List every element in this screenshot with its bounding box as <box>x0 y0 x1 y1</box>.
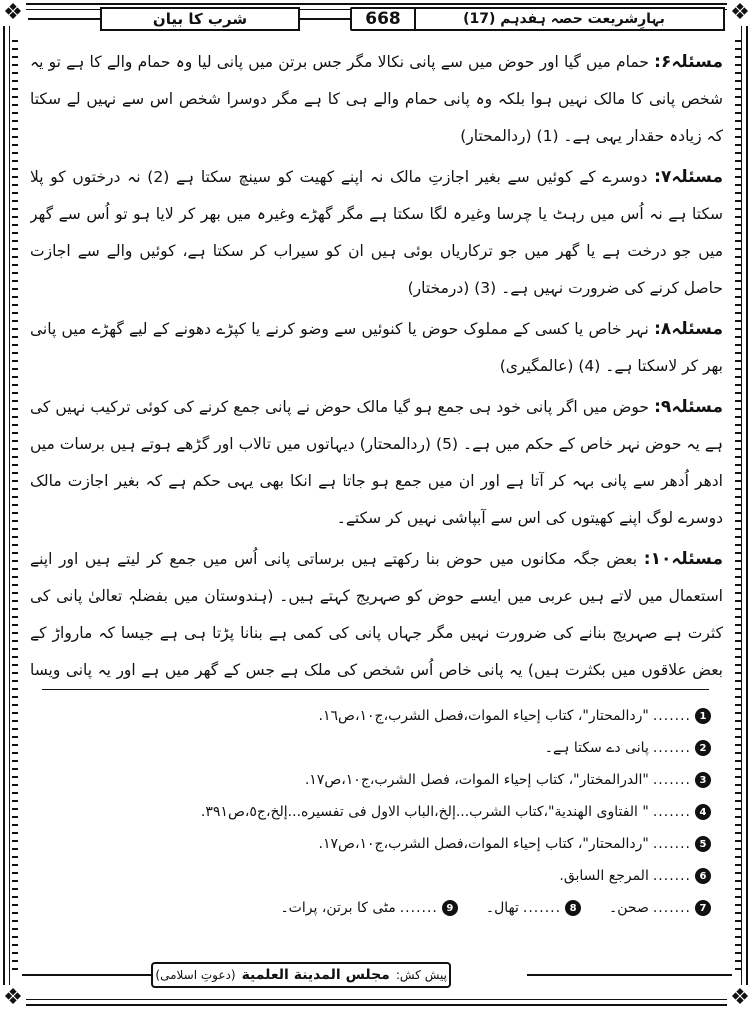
masala-label: مسئلہ۸: <box>654 319 723 339</box>
footnote-leader: ....... <box>522 900 562 916</box>
presenter-label: پیش کش: <box>395 968 447 982</box>
footnote-leader: ....... <box>399 900 438 916</box>
footnote-text: تھال۔ <box>485 900 519 916</box>
footnotes <box>30 700 711 924</box>
footnote-number: 3 <box>695 772 711 788</box>
footnote-number: 2 <box>695 740 711 756</box>
footnote-number: 9 <box>442 900 458 916</box>
footnote-text: "الدرالمختار"، كتاب إحياء الموات، فصل الشرب،ج١٠،ص١٧. <box>304 772 649 788</box>
page-header <box>28 5 725 35</box>
footnote-text: پانی دے سکتا ہے۔ <box>544 740 649 756</box>
masala-text: نہر خاص یا کسی کے مملوک حوض یا کنوئیں سے وضو کرنے یا کپڑے دھونے کے لیے گھڑے میں پانی بھر کر لاسکتا ہے۔ (4) (عالمگیری) <box>30 320 723 375</box>
footnote-row <box>30 892 711 924</box>
footnote-leader: ....... <box>652 804 691 820</box>
masala-label: مسئلہ۹: <box>654 397 723 417</box>
masala-paragraph <box>30 311 723 385</box>
footnote-item <box>486 900 581 916</box>
publisher-note: (دعوتِ اسلامی) <box>155 968 236 982</box>
footnote-item <box>30 796 711 828</box>
masala-text: حوض میں اگر پانی خود ہی جمع ہو گیا مالک حوض نے پانی جمع کرنے کی کوئی ترکیب نہیں کی ہے یہ حوض نہر خاص کے حکم میں ہے۔ (5) (ردالمحتار) دیہاتوں میں تالاب اور گڑھے ہوتے ہیں برسات میں ادھر اُدھر سے پانی بہہ کر آتا ہے اور ان میں جمع ہو جاتا ہے انکا بھی یہی حکم ہے کہ بغیر اجازت مالک دوسرے لوگ اپنے کھیتوں کی اس سے آبپاشی نہیں کر سکتے۔ <box>30 398 723 527</box>
footnote-item <box>30 764 711 796</box>
footnote-item <box>280 900 457 916</box>
footnote-text: صحن۔ <box>609 900 649 916</box>
footnote-item <box>30 700 711 732</box>
border-ornament-right <box>735 40 741 971</box>
chapter-title: شرب کا بیان <box>100 7 300 31</box>
border-ornament-left <box>12 40 18 971</box>
header-rule <box>28 18 100 20</box>
footnote-text: " الفتاوى الهندية"،كتاب الشرب...إلخ،الباب الاول فى تفسيره...إلخ،ج٥،ص٣٩١. <box>200 804 649 820</box>
footnote-number: 1 <box>695 708 711 724</box>
book-title: بہارِشریعت حصہ ہفدہم (17) <box>403 7 725 31</box>
footnote-item <box>609 900 711 916</box>
masala-paragraph <box>30 44 723 155</box>
footer-rule <box>527 974 732 976</box>
masala-paragraph <box>30 541 723 684</box>
footnote-number: 5 <box>695 836 711 852</box>
main-text <box>30 44 723 684</box>
footnote-leader: ....... <box>652 836 691 852</box>
footnote-number: 4 <box>695 804 711 820</box>
footnote-leader: ....... <box>652 740 691 756</box>
footnote-leader: ....... <box>652 708 691 724</box>
footnote-leader: ....... <box>652 772 691 788</box>
publisher-footer <box>151 962 451 988</box>
footnote-leader: ....... <box>652 868 691 884</box>
header-rule <box>300 18 350 20</box>
footnote-text: "ردالمحتار"، كتاب إحياء الموات،فصل الشرب،ج١٠،ص١٧. <box>318 836 649 852</box>
footnote-item <box>30 732 711 764</box>
corner-ornament-icon: ❖ <box>727 985 753 1011</box>
masala-label: مسئلہ۶: <box>654 52 723 72</box>
corner-ornament-icon: ❖ <box>0 985 26 1011</box>
footnote-number: 6 <box>695 868 711 884</box>
masala-paragraph <box>30 389 723 537</box>
corner-ornament-icon: ❖ <box>0 0 26 26</box>
footnote-divider <box>42 689 709 690</box>
footnote-number: 7 <box>695 900 711 916</box>
publisher-name: مجلس المدينة العلمية <box>241 967 390 983</box>
page-number: 668 <box>350 7 416 31</box>
masala-text: بعض جگہ مکانوں میں حوض بنا رکھتے ہیں برساتی پانی اُس میں جمع کر لیتے ہیں اور اپنے استعمال میں لاتے ہیں عربی میں ایسے حوض کو صہریج کہتے ہیں۔ (ہندوستان میں بفضلہٖ تعالیٰ پانی کی کثرت ہے صہریج بنانے کی ضرورت نہیں مگر جہاں پانی کی کمی ہے بنانا پڑتا ہی ہے جیسا کہ مارواڑ کے بعض علاقوں میں بکثرت ہیں) یہ پانی خاص اُس شخص کی ملک ہے جس کے گھر میں ہے اور یہ پانی ویسا <box>30 550 723 679</box>
masala-label: مسئلہ۱۰: <box>643 549 723 569</box>
footnote-leader: ....... <box>652 900 691 916</box>
footnote-item <box>30 860 711 892</box>
masala-text: دوسرے کے کوئیں سے بغیر اجازتِ مالک نہ اپنے کھیت کو سینچ سکتا ہے (2) نہ درختوں کو پلا سکتا ہے نہ اُس میں رہٹ یا چرسا وغیرہ لگا سکتا ہے مگر گھڑے وغیرہ میں بھر کر لایا ہو تو اُس سے گھر میں جو درخت ہے یا گھر میں جو ترکاریاں بوئی ہیں ان کو سیراب کر سکتا ہے، کوئیں والے سے اجازت حاصل کرنے کی ضرورت نہیں ہے۔ (3) (درمختار) <box>30 168 723 297</box>
masala-paragraph <box>30 159 723 307</box>
footnote-item <box>30 828 711 860</box>
footnote-number: 8 <box>565 900 581 916</box>
masala-text: حمام میں گیا اور حوض میں سے پانی نکالا مگر جس برتن میں پانی لیا وہ حمام والے کا ہے تو یہ شخص پانی کا مالک نہیں ہوا بلکہ وہ پانی حمام والے ہی کا ہے مگر دوسرا شخص اس سے نہیں لے سکتا کہ زیادہ حقدار یہی ہے۔ (1) (ردالمحتار) <box>30 53 723 145</box>
corner-ornament-icon: ❖ <box>727 0 753 26</box>
footnote-text: "ردالمحتار"، كتاب إحياء الموات،فصل الشرب،ج١٠،ص١٦. <box>318 708 649 724</box>
footnote-text: المرجع السابق. <box>559 868 649 884</box>
footnote-text: مٹی کا برتن، پرات۔ <box>280 900 396 916</box>
masala-label: مسئلہ۷: <box>654 167 723 187</box>
